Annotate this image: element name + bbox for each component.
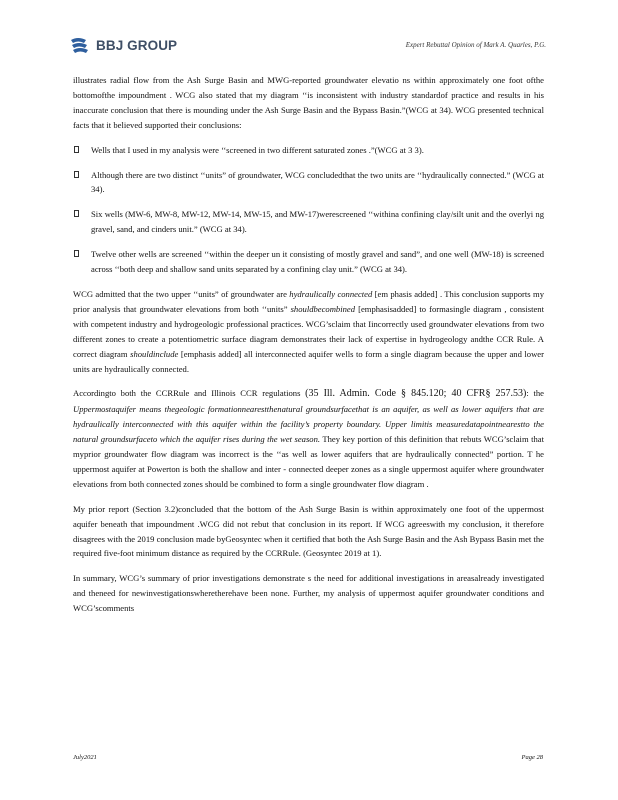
page-header: [70, 36, 546, 56]
bullet-box-icon: [74, 250, 79, 257]
bullet-item-2: Although there are two distinct ‘‘units” of groundwater, WCG concludedthat the two units are ‘‘hydraulically connected.” (WCG at 34).: [73, 168, 544, 198]
paragraph-2: WCG admitted that the two upper ‘‘units” of groundwater are hydraulically connected [em phasis added] . This conclusion supports my prior analysis that groundwater elevations from both ‘‘units” shouldbecombined [emphasisadded] to formasingle diagram , consistent with competent industry and hydrogeologic professional practices. WCG’sclaim that Iincorrectly used groundwater elevations from two different zones to create a potentiometric surface diagram demonstrates their lack of expertise in hydrogeology andthe CCR Rule. A correct diagram shouldinclude [emphasis added] all interconnected aquifer wells to form a single diagram because the upper and lower units are hydraulically connected.: [73, 288, 544, 374]
company-logo: [70, 36, 177, 54]
page-number: Page 28: [521, 754, 543, 761]
regulation-quote: Uppermostaquifer means thegeologic formationnearestthenatural groundsurfacethat is an aquifer, as well as lower aquifers that are hydraulically interconnected with this aquifer within the facility’s property boundary. Upper limitis measuredatapointnearestto the natural groundsurfaceto which the aquifer rises during the wet season.: [73, 404, 544, 445]
bullet-list: [73, 143, 544, 277]
paragraph-3: Accordingto both the CCRRule and Illinois CCR regulations (35 Ill. Admin. Code § 845.120; 40 CFR§ 257.53): the Uppermostaquifer means thegeologic formationnearestthenatural groundsurfacethat is an aquifer, as well as lower aquifers that are hydraulically interconnected with this aquifer within the facility’s property boundary. Upper limitis measuredatapointnearestto the natural groundsurfaceto which the aquifer rises during the wet season. They key portion of this definition that rebuts WCG’sclaim that myprior groundwater flow diagram was incorrect is the ‘‘as well as lower aquifers that are hydraulically connected” portion. T he uppermost aquifer at Powerton is both the shallow and inter - connected deeper zones as a single uppermost aquifer where groundwater elevations from both connected zones should be combined to form a single groundwater flow diagram .: [73, 388, 544, 489]
bullet-item-3: Six wells (MW-6, MW-8, MW-12, MW-14, MW-15, and MW-17)werescreened ‘‘withina confining clay/silt unit and the overlyi ng gravel, sand, and cinders unit.” (WCG at 34).: [73, 207, 544, 237]
paragraph-4: My prior report (Section 3.2)concluded that the bottom of the Ash Surge Basin is within approximately one foot of the uppermost aquifer beneath that impoundment .WCG did not rebut that conclusion in its report. If WCG agreeswith my conclusion, it therefore disagrees with the 2019 conclusion made byGeosyntec when it certified that both the Ash Surge Basin and the Ash Bypass Basin met the required five-foot minimum distance as required by the CCRRule. (Geosyntec 2019 at 1).: [73, 503, 544, 559]
paragraph-5: In summary, WCG’s summary of prior investigations demonstrate s the need for additional investigations in areasalready investigated and theneed for newinvestigationswheretherehave been none. Further, my analysis of uppermost aquifer groundwater conditions and WCG’scomments: [73, 573, 544, 614]
paragraph-1: illustrates radial flow from the Ash Surge Basin and MWG-reported groundwater elevatio ns within approximately one foot ofthe bottomofthe impoundment . WCG also stated that my diagram ‘‘is inconsistent with industry standardof practice and results in his inaccurate conclusion that there is mounding under the Ash Surge Basin and the Bypass Basin.”(WCG at 34). WCG presented technical facts that it believed supported their conclusions:: [73, 75, 544, 130]
logo-text: BBJ GROUP: [96, 37, 178, 53]
bullet-box-icon: [74, 171, 79, 178]
bullet-item-4: Twelve other wells are screened ‘‘within the deeper un it consisting of mostly gravel and sand”, and one well (MW-18) is screened across ‘‘both deep and shallow sand units separated by a confining clay unit.” (WCG at 34).: [73, 247, 544, 277]
regulation-citation: (35 Ill. Admin. Code § 845.120; 40 CFR§ 257.53): [305, 388, 527, 400]
bbj-logo-icon: [70, 36, 92, 54]
bullet-box-icon: [74, 146, 79, 153]
document-title: Expert Rebuttal Opinion of Mark A. Quarles, P.G.: [405, 41, 546, 49]
document-body: [73, 73, 544, 626]
footer-date: July2021: [73, 754, 97, 761]
bullet-item-1: Wells that I used in my analysis were ‘‘screened in two different saturated zones .”(WCG at 3 3).: [73, 143, 544, 158]
bullet-box-icon: [74, 210, 79, 217]
